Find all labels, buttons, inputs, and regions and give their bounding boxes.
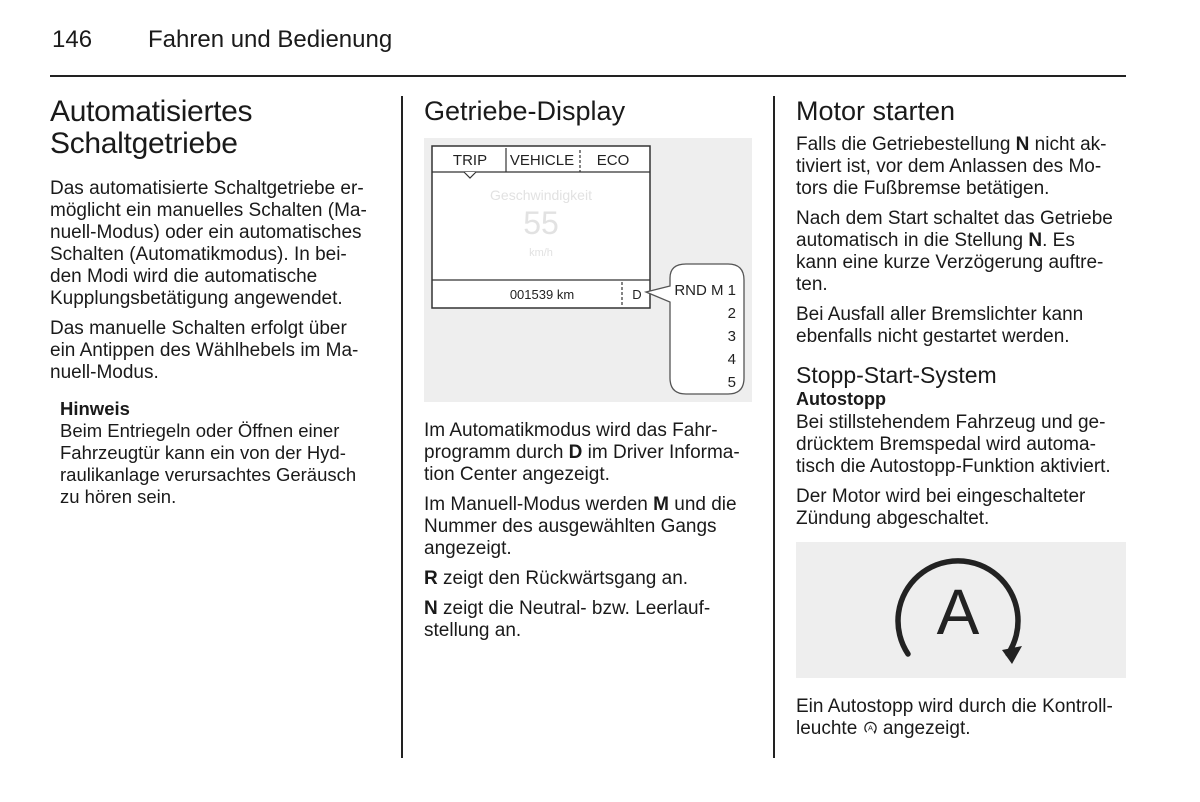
section-title: Motor starten [796,96,956,126]
gear-4: 4 [727,351,736,368]
autostop-icon [796,542,1126,678]
column-automatic-gearbox [50,96,388,508]
page-header [52,26,392,54]
autostop-figure [796,542,1126,678]
tab-eco: ECO [596,152,630,169]
autostop-inline-icon [863,720,878,735]
section-title: Getriebe-Display [424,96,626,126]
tab-vehicle: VEHICLE [509,152,575,169]
autostop-letter: A [936,576,980,648]
chapter-title: Fahren und Bedienung [148,26,393,53]
page-number: 146 [52,26,93,53]
svg-text:A: A [867,723,873,733]
column-divider-1 [401,96,403,758]
column-gear-display [424,96,758,650]
speed-value: 55 [523,205,559,241]
note-title: Hinweis [60,398,130,419]
gear-indicator: D [632,287,642,302]
paragraph: Bei Ausfall aller Bremslichter kann ebenfalls nicht gestartet werden. [796,304,1084,347]
subsubsection-title: Autostopp [796,389,886,409]
section-title: Automatisiertes Schaltgetriebe [50,95,253,160]
column-divider-2 [773,96,775,758]
speed-label: Geschwindigkeit [490,187,592,203]
paragraph: Das automatisierte Schaltgetriebe er- möglicht ein manuelles Schalten (Ma- nuell-Modus) oder ein automatisches Schalten (Automatikmodus). In bei- den Modi wird die automatische Kupplungsbetätigung angewendet. [50,178,367,309]
note-box [60,398,388,508]
paragraph: Nach dem Start schaltet das Getriebe automatisch in die Stellung N. Es kann eine kurze Verzögerung auftre- ten. [796,208,1113,295]
gear-callout-top: RND M 1 [674,282,736,299]
odometer: 001539 km [509,287,575,302]
gear-5: 5 [727,374,736,391]
paragraph: Ein Autostopp wird durch die Kontroll- leuchte A angezeigt. [796,696,1113,739]
header-rule [50,75,1126,77]
paragraph: N zeigt die Neutral- bzw. Leerlauf- stellung an. [424,598,711,641]
subsection-title: Stopp-Start-System [796,362,997,388]
paragraph: Falls die Getriebestellung N nicht ak- tiviert ist, vor dem Anlassen des Mo- tors die Fußbremse betätigen. [796,134,1107,199]
paragraph: R zeigt den Rückwärtsgang an. [424,568,689,589]
paragraph: Das manuelle Schalten erfolgt über ein Antippen des Wählhebels im Ma- nuell-Modus. [50,318,359,383]
note-text: Beim Entriegeln oder Öffnen einer Fahrzeugtür kann ein von der Hyd- raulikanlage verursachtes Geräusch zu hören sein. [60,420,357,507]
tab-trip: TRIP [452,152,488,169]
speed-unit: km/h [529,247,553,259]
paragraph: Der Motor wird bei eingeschalteter Zündung abgeschaltet. [796,486,1086,529]
gear-3: 3 [727,328,736,345]
paragraph: Bei stillstehendem Fahrzeug und ge- drücktem Bremspedal wird automa- tisch die Autostopp-Funktion aktiviert. [796,412,1111,477]
gear-2: 2 [727,305,736,322]
gear-display-figure [424,138,752,402]
paragraph: Im Manuell-Modus werden M und die Nummer des ausgewählten Gangs angezeigt. [424,494,737,559]
driver-info-display-illustration [424,138,752,402]
paragraph: Im Automatikmodus wird das Fahr- programm durch D im Driver Informa- tion Center angezeigt. [424,420,740,485]
column-engine-start [796,96,1130,748]
